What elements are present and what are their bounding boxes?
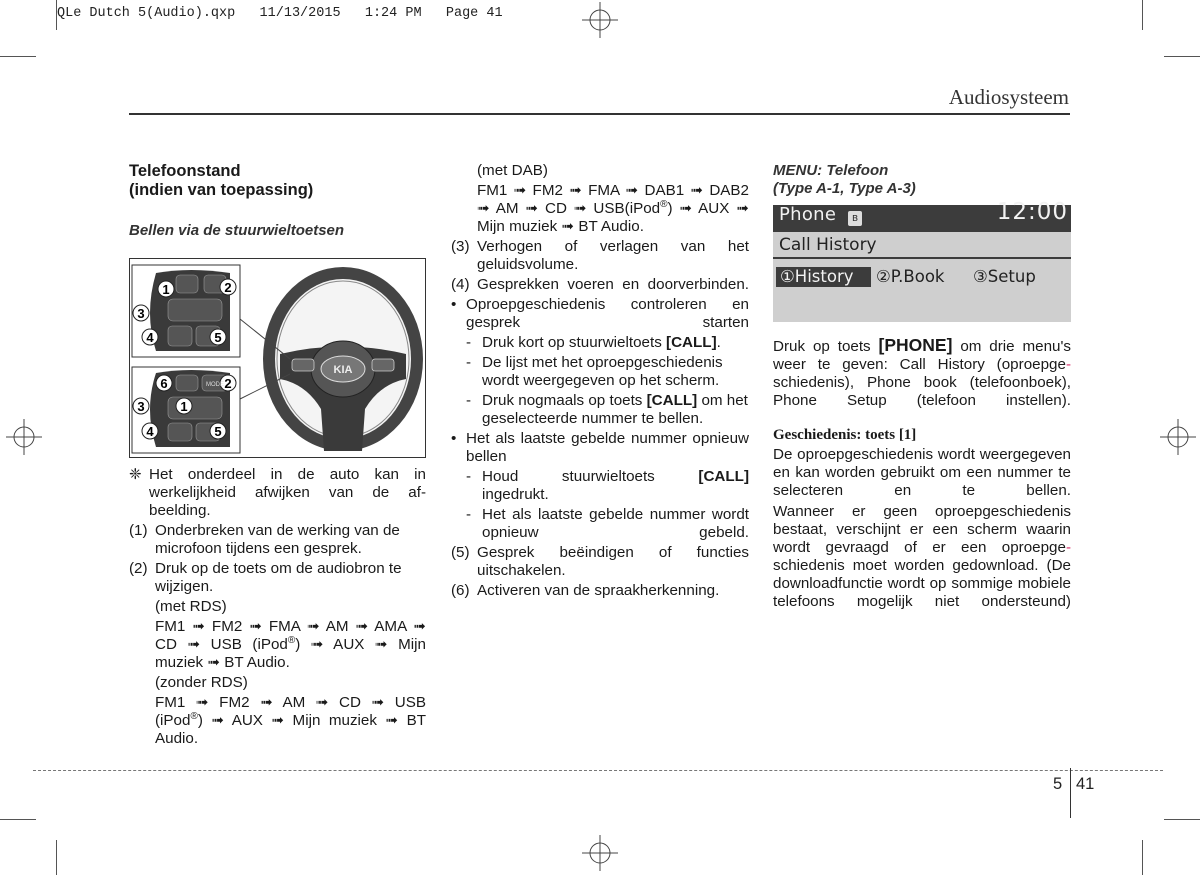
callout-3-upper: 3 [137, 306, 145, 321]
bullet-2-dash-1: - Houd stuurwieltoets [CALL] ingedrukt. [466, 468, 749, 503]
callout-2-upper: 2 [224, 280, 232, 295]
crop-mark [1164, 56, 1200, 57]
screen-clock: 12:00 [996, 199, 1068, 225]
section-title: Audiosysteem [948, 85, 1069, 109]
crop-mark [0, 56, 36, 57]
mode-label: MODE [206, 382, 224, 388]
list-item-4: (4) Gesprekken voeren en doorverbinden. [451, 276, 749, 293]
callout-4-upper: 4 [146, 330, 154, 345]
column-3 [773, 162, 1071, 611]
registration-mark-bottom [582, 835, 618, 871]
crop-mark [56, 0, 57, 30]
crop-mark [1142, 840, 1143, 875]
crop-mark [1142, 0, 1143, 30]
callout-3-lower: 3 [137, 399, 145, 414]
registration-mark-left [6, 419, 42, 455]
list-item-5: (5) Gesprek beëindigen of functies uitschakelen. [451, 544, 749, 579]
bullet-1: • Oproepgeschiedenis controleren en gesprek starten [451, 296, 749, 331]
header-rule [129, 113, 1070, 115]
crop-mark [1164, 819, 1200, 820]
item-6-text: Activeren van de spraakherkenning. [477, 582, 720, 599]
bullet-2: • Het als laatste gebelde nummer opnieuw bellen [451, 430, 749, 465]
dab-label: (met DAB) [477, 162, 548, 179]
screen-label: Phone [779, 204, 837, 225]
list-item-3: (3) Verhogen of verlagen van het geluidsvolume. [451, 238, 749, 273]
nords-sequence: FM1 ➟ FM2 ➟ AM ➟ CD ➟ USB (iPod®) ➟ AUX ➟ Mijn muziek ➟ BT Audio. [155, 694, 426, 747]
heading-indien: (indien van toepassing) [129, 181, 314, 199]
footer-dashed-rule [33, 770, 1163, 771]
heading-telefoonstand: Telefoonstand [129, 162, 241, 180]
dab-sequence: FM1 ➟ FM2 ➟ FMA ➟ DAB1 ➟ DAB2 ➟ AM ➟ CD ➟ USB(iPod®) ➟ AUX ➟ Mijn muziek ➟ BT Audio. [477, 182, 749, 235]
item-1-text: Onderbreken van de werking van de microfoon tijdens een gesprek. [155, 522, 400, 557]
column-2 [451, 162, 749, 602]
crop-mark [0, 819, 36, 820]
callout-4-lower: 4 [146, 424, 154, 439]
bluetooth-icon: ʙ [848, 211, 862, 226]
bullet-1-text: Oproepgeschiedenis controleren en gesprek starten [466, 296, 749, 331]
callout-1-lower: 1 [180, 399, 188, 414]
bullet-2-text: Het als laatste gebelde nummer opnieuw bellen [466, 430, 749, 465]
item-4-text: Gesprekken voeren en doorverbinden. [477, 276, 749, 293]
callout-5-lower: 5 [214, 424, 222, 439]
note-text: Het onderdeel in de auto kan in werkelijkheid afwijken van de af-beelding. [149, 466, 426, 519]
registration-mark-top [582, 2, 618, 38]
svg-text:KIA: KIA [333, 364, 353, 376]
callout-5-upper: 5 [214, 330, 222, 345]
bullet-2-dash-2: - Het als laatste gebelde nummer wordt opnieuw gebeld. [466, 506, 749, 541]
bullet-1-dash-2: - De lijst met het oproepgeschiedenis wordt weergegeven op het scherm. [466, 354, 723, 389]
call-key: [CALL] [646, 392, 698, 409]
chapter-number: 5 [1053, 775, 1063, 793]
item-2-text: Druk op de toets om de audiobron te wijzigen. [155, 560, 402, 595]
print-header: QLe Dutch 5(Audio).qxp 11/13/2015 1:24 PM Page 41 [57, 6, 503, 21]
page-number [1053, 775, 1095, 794]
column-1 [129, 162, 426, 750]
page-number-value: 41 [1076, 775, 1095, 793]
item-3-text: Verhogen of verlagen van het geluidsvolume. [477, 238, 749, 273]
note [129, 466, 426, 520]
paragraph-phone-key: Druk op toets [PHONE] om drie menu's weer te geven: Call History (oproepge-schiedenis), Phone book (telefoonboek), Phone Setup (telefoon instellen). [773, 335, 1071, 409]
paragraph-history: De oproepgeschiedenis wordt weergegeven en kan worden gebruikt om een nummer te selecteren en te bellen. [773, 446, 1071, 499]
menu-title: MENU: Telefoon [773, 162, 889, 179]
tab-setup[interactable]: ③Setup [973, 266, 1036, 286]
menu-type: (Type A-1, Type A-3) [773, 180, 916, 197]
call-key: [CALL] [666, 334, 717, 351]
phone-screen [773, 199, 1071, 322]
item-5-text: Gesprek beëindigen of functies uitschakelen. [477, 544, 749, 579]
rds-sequence: FM1 ➟ FM2 ➟ FMA ➟ AM ➟ AMA ➟ CD ➟ USB (iPod®) ➟ AUX ➟ Mijn muziek ➟ BT Audio. [155, 618, 426, 671]
registration-mark-right [1160, 419, 1196, 455]
callout-6-lower: 6 [160, 376, 168, 391]
tab-phonebook[interactable]: ②P.Book [876, 266, 945, 286]
tab-history[interactable]: ①History [776, 267, 871, 287]
screen-tabs [776, 264, 1068, 289]
list-item-2: (2) Druk op de toets om de audiobron te wijzigen. [129, 560, 426, 596]
crop-mark [56, 840, 57, 875]
bullet-1-dash-1: - Druk kort op stuurwieltoets [CALL]. [466, 334, 721, 351]
steering-wheel-icon [263, 267, 423, 451]
paragraph-no-history: Wanneer er geen oproepgeschiedenis bestaat, verschijnt er een scherm waarin wordt gevraagd of er een oproepge-schiedenis moet worden gedownload. (De downloadfunctie wordt op sommige mobiele telefoons mogelijk niet ondersteund) [773, 503, 1071, 610]
screen-title: Call History [779, 235, 877, 255]
note-symbol: ❈ [129, 466, 142, 483]
callout-2-lower: 2 [224, 376, 232, 391]
call-key: [CALL] [698, 468, 749, 485]
steering-wheel-figure [129, 258, 426, 458]
page-number-separator [1070, 768, 1071, 818]
list-item-6: (6) Activeren van de spraakherkenning. [451, 582, 749, 600]
screen-divider [773, 257, 1071, 259]
history-subheading: Geschiedenis: toets [1] [773, 427, 917, 443]
bullet-1-dash-3: - Druk nogmaals op toets [CALL] om het geselecteerde nummer te bellen. [466, 392, 748, 427]
rds-label: (met RDS) [155, 598, 227, 615]
subheading-bellen: Bellen via de stuurwieltoetsen [129, 222, 345, 239]
phone-key: [PHONE] [878, 335, 953, 355]
list-item-1: (1) Onderbreken van de werking van de microfoon tijdens een gesprek. [129, 522, 426, 558]
callout-1-upper: 1 [162, 282, 170, 297]
nords-label: (zonder RDS) [155, 674, 248, 691]
